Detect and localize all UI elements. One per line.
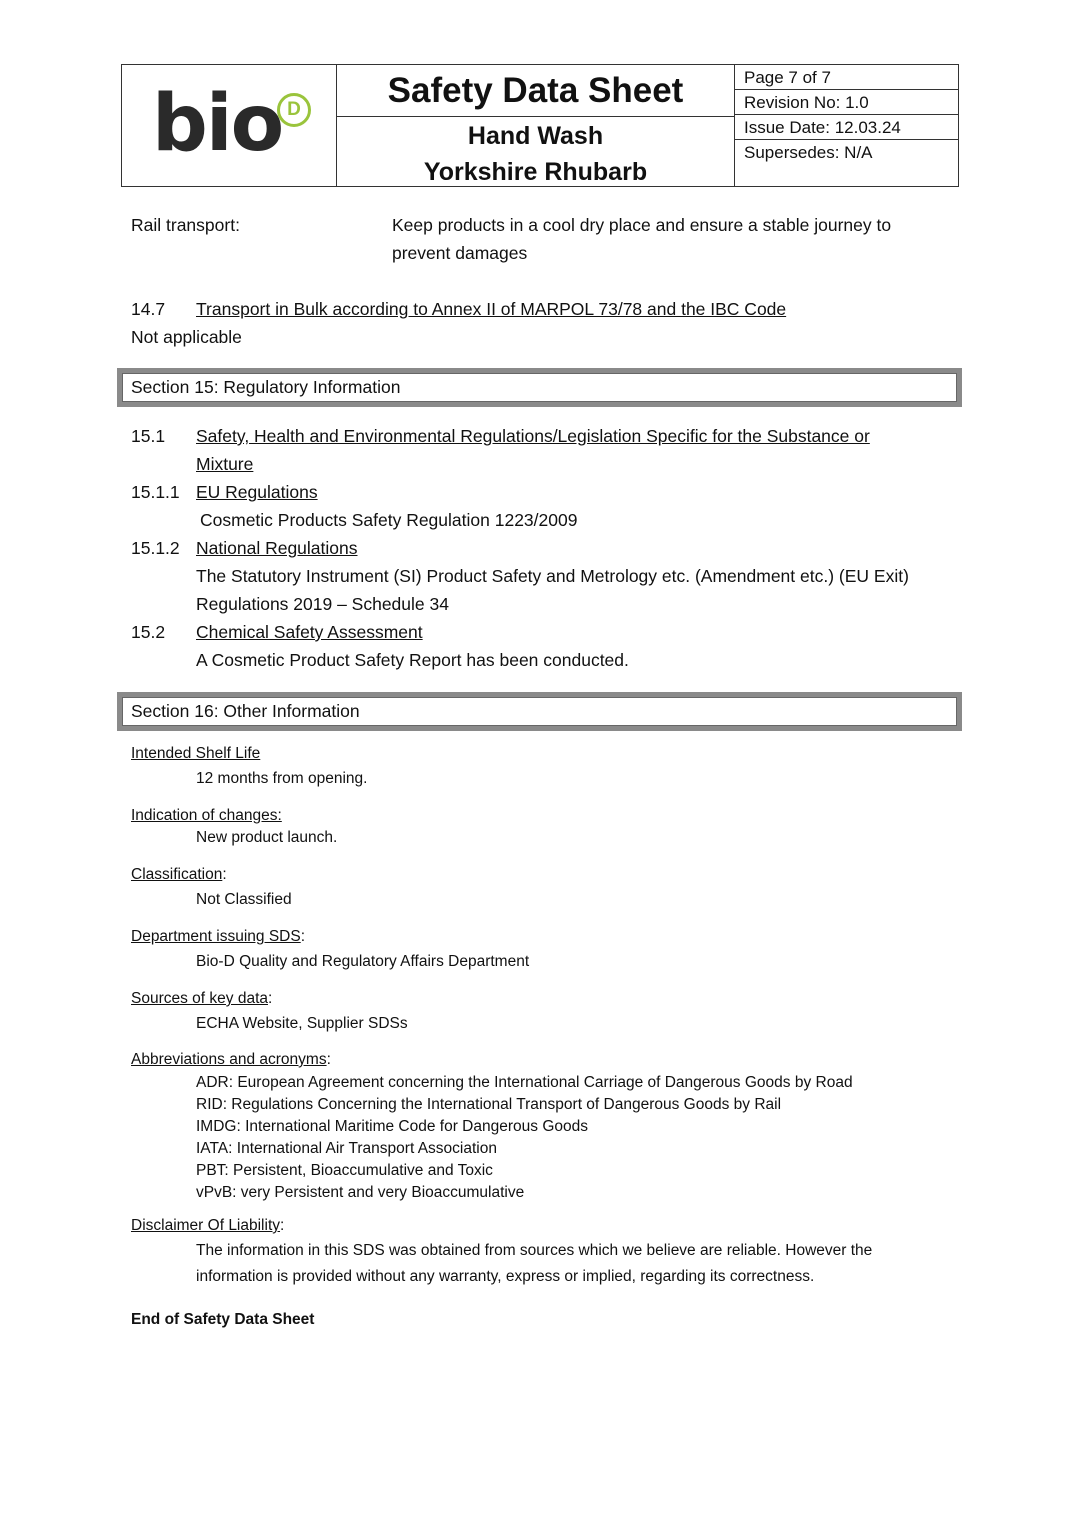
disclaimer-line1: The information in this SDS was obtained from sources which we believe are reliable. However the xyxy=(196,1242,873,1259)
classification-value: Not Classified xyxy=(196,891,292,908)
meta-cell xyxy=(735,65,958,186)
department-label xyxy=(131,926,305,948)
subsection-title-15-1-line1: Safety, Health and Environmental Regulations/Legislation Specific for the Substance or xyxy=(196,426,870,446)
abbreviation-item: IMDG: International Maritime Code for Dangerous Goods xyxy=(196,1118,588,1135)
changes-label-text: Indication of changes: xyxy=(131,807,282,824)
subsection-title-14-7: Transport in Bulk according to Annex II of MARPOL 73/78 and the IBC Code xyxy=(196,299,787,319)
bio-d-logo xyxy=(152,79,301,169)
document-header xyxy=(121,64,959,187)
rail-transport-line2: prevent damages xyxy=(392,243,528,263)
issue-date: Issue Date: 12.03.24 xyxy=(735,115,958,140)
subsection-text-15-1-2-line1: The Statutory Instrument (SI) Product Safety and Metrology etc. (Amendment etc.) (EU Exit) xyxy=(196,566,909,586)
product-name xyxy=(337,118,734,190)
subsection-text-15-1-2-line2: Regulations 2019 – Schedule 34 xyxy=(196,594,449,614)
subsection-title-15-1-line2: Mixture xyxy=(196,454,254,474)
product-name-line1: Hand Wash xyxy=(467,122,604,150)
subsection-title-15-2: Chemical Safety Assessment xyxy=(196,622,423,642)
sources-value: ECHA Website, Supplier SDSs xyxy=(196,1015,408,1032)
logo-badge: D xyxy=(277,93,311,127)
subsection-number-15-1-1: 15.1.1 xyxy=(131,482,180,502)
shelf-life-label-text: Intended Shelf Life xyxy=(131,745,261,762)
abbreviation-item: IATA: International Air Transport Association xyxy=(196,1140,497,1157)
subsection-text-15-2: A Cosmetic Product Safety Report has been conducted. xyxy=(196,650,629,670)
revision-number: Revision No: 1.0 xyxy=(735,90,958,115)
product-name-line2: Yorkshire Rhubarb xyxy=(423,158,648,186)
section-16-title: Section 16: Other Information xyxy=(122,697,957,726)
end-of-document: End of Safety Data Sheet xyxy=(131,1311,315,1328)
department-value: Bio-D Quality and Regulatory Affairs Department xyxy=(196,953,530,970)
subsection-number-15-1-2: 15.1.2 xyxy=(131,538,180,558)
logo-cell xyxy=(122,65,337,186)
logo-wordmark: bio xyxy=(152,79,283,169)
document-title: Safety Data Sheet xyxy=(337,65,734,117)
sources-colon: : xyxy=(268,990,273,1007)
abbreviations-label-text: Abbreviations and acronyms xyxy=(131,1051,327,1068)
abbreviation-item: vPvB: very Persistent and very Bioaccumulative xyxy=(196,1184,525,1201)
disclaimer-line2: information is provided without any warranty, express or implied, regarding its correctness. xyxy=(196,1268,815,1285)
rail-transport-line1: Keep products in a cool dry place and ensure a stable journey to xyxy=(392,215,892,235)
page-number: Page 7 of 7 xyxy=(735,65,958,90)
subsection-text-14-7: Not applicable xyxy=(131,327,242,347)
section-15-header xyxy=(117,368,962,407)
subsection-number-15-1: 15.1 xyxy=(131,426,166,446)
rail-transport-label: Rail transport: xyxy=(131,215,240,235)
section-15-title: Section 15: Regulatory Information xyxy=(122,373,957,402)
subsection-text-15-1-1: Cosmetic Products Safety Regulation 1223/2009 xyxy=(200,510,578,530)
subsection-title-15-1-2: National Regulations xyxy=(196,538,358,558)
abbreviation-item: PBT: Persistent, Bioaccumulative and Toxic xyxy=(196,1162,493,1179)
disclaimer-label-text: Disclaimer Of Liability xyxy=(131,1217,281,1234)
classification-label xyxy=(131,864,227,886)
subsection-number-14-7: 14.7 xyxy=(131,299,166,319)
changes-label xyxy=(131,805,282,827)
title-cell xyxy=(337,65,735,186)
shelf-life-label xyxy=(131,743,260,765)
disclaimer-label xyxy=(131,1215,284,1237)
abbreviations-label xyxy=(131,1049,331,1071)
disclaimer-colon: : xyxy=(280,1217,285,1234)
changes-value: New product launch. xyxy=(196,829,338,846)
abbreviation-item: ADR: European Agreement concerning the International Carriage of Dangerous Goods by Road xyxy=(196,1074,853,1091)
sources-label-text: Sources of key data xyxy=(131,990,268,1007)
sources-label xyxy=(131,988,272,1010)
abbreviations-colon: : xyxy=(326,1051,331,1068)
abbreviation-item: RID: Regulations Concerning the International Transport of Dangerous Goods by Rail xyxy=(196,1096,782,1113)
section-16-header xyxy=(117,692,962,731)
subsection-title-15-1-1: EU Regulations xyxy=(196,482,318,502)
classification-colon: : xyxy=(222,866,227,883)
classification-label-text: Classification xyxy=(131,866,223,883)
subsection-number-15-2: 15.2 xyxy=(131,622,166,642)
supersedes: Supersedes: N/A xyxy=(744,143,873,162)
shelf-life-value: 12 months from opening. xyxy=(196,770,368,787)
department-colon: : xyxy=(300,928,306,945)
department-label-text: Department issuing SDS xyxy=(131,928,301,945)
